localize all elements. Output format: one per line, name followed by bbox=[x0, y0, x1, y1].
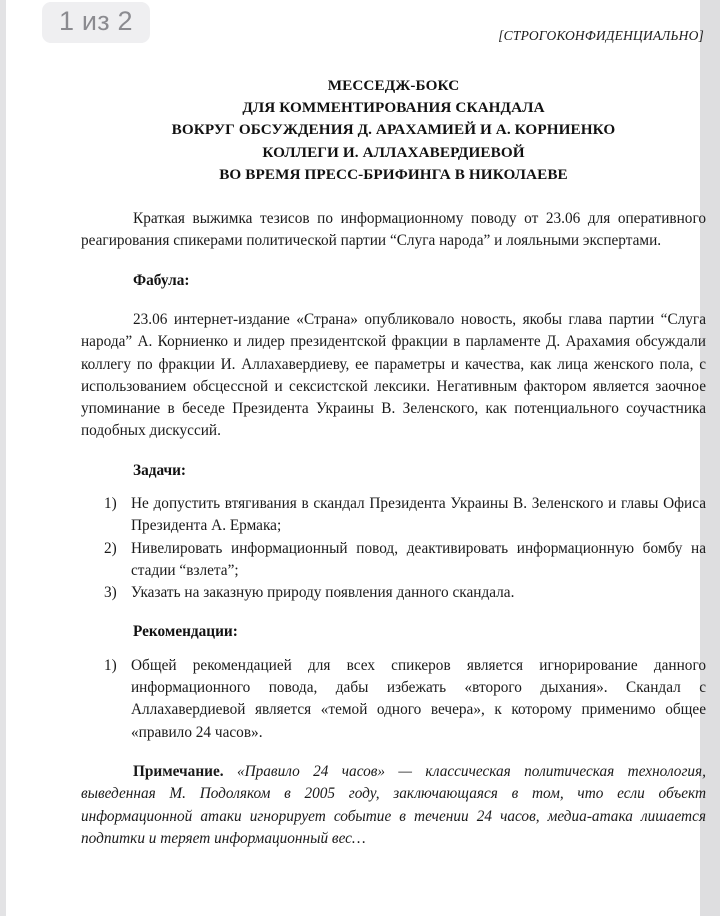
document-title-line-2: ДЛЯ КОММЕНТИРОВАНИЯ СКАНДАЛА bbox=[242, 99, 545, 117]
page-counter-badge: 1 из 2 bbox=[42, 2, 150, 43]
document-title-line-4: КОЛЛЕГИ И. АЛЛАХАВЕРДИЕВОЙ bbox=[262, 143, 525, 161]
tasks-list bbox=[81, 493, 706, 604]
section-heading-tasks: Задачи: bbox=[133, 461, 187, 479]
note-paragraph bbox=[81, 761, 706, 851]
document-title bbox=[81, 75, 706, 186]
recommendations-list bbox=[81, 655, 706, 744]
note-label: Примечание. bbox=[133, 762, 224, 780]
recommendation-item: Общей рекомендацией для всех спикеров является игнорирование данного информационного повода, дабы избежать «второго дыхания». Скандал с Аллахавердиевой является «темой одного вечера», к которому применимо общее «правило 24 часов». bbox=[131, 656, 706, 741]
document-title-line-3: ВОКРУГ ОБСУЖДЕНИЯ Д. АРАХАМИЕЙ И А. КОРНИЕНКО bbox=[171, 121, 616, 139]
task-item: Указать на заказную природу появления данного скандала. bbox=[131, 584, 515, 602]
section-heading-recommendations: Рекомендации: bbox=[133, 623, 238, 641]
fabula-paragraph: 23.06 интернет-издание «Страна» опубликовало новость, якобы глава партии “Слуга народа” А. Корниенко и лидер президентской фракции в парламенте Д. Арахамия обсуждали коллегу по фракции И. Аллахавердиеву, ее параметры и качества, как лица женского пола, с использованием обсцессной и сексистской лексики. Негативным фактором является заочное упоминание в беседе Президента Украины В. Зеленского, как потенциального соучастника подобных дискуссий. bbox=[81, 310, 706, 440]
note-text: «Правило 24 часов» — классическая политическая технология, выведенная М. Подоляком в 2005 году, заключающаяся в том, что если объект информационной атаки игнорирует событие в течении 24 часов, медиа-атака лишается подпитки и теряет информационный вес… bbox=[81, 762, 706, 848]
document-title-line-5: ВО ВРЕМЯ ПРЕСС-БРИФИНГА В НИКОЛАЕВЕ bbox=[219, 165, 568, 183]
document-body bbox=[81, 0, 706, 851]
document-title-line-1: МЕССЕДЖ-БОКС bbox=[327, 77, 460, 94]
intro-paragraph: Краткая выжимка тезисов по информационному поводу от 23.06 для оперативного реагирования спикерами политической партии “Слуга народа” и лояльными экспертами. bbox=[81, 210, 706, 250]
section-heading-fabula: Фабула: bbox=[133, 271, 190, 289]
classification-marking: [СТРОГОКОНФИДЕНЦИАЛЬНО] bbox=[498, 28, 704, 43]
task-item: Не допустить втягивания в скандал Президента Украины В. Зеленского и главы Офиса Президента А. Ермака; bbox=[131, 494, 706, 535]
task-item: Нивелировать информационный повод, деактивировать информационную бомбу на стадии “взлета”; bbox=[131, 539, 706, 579]
